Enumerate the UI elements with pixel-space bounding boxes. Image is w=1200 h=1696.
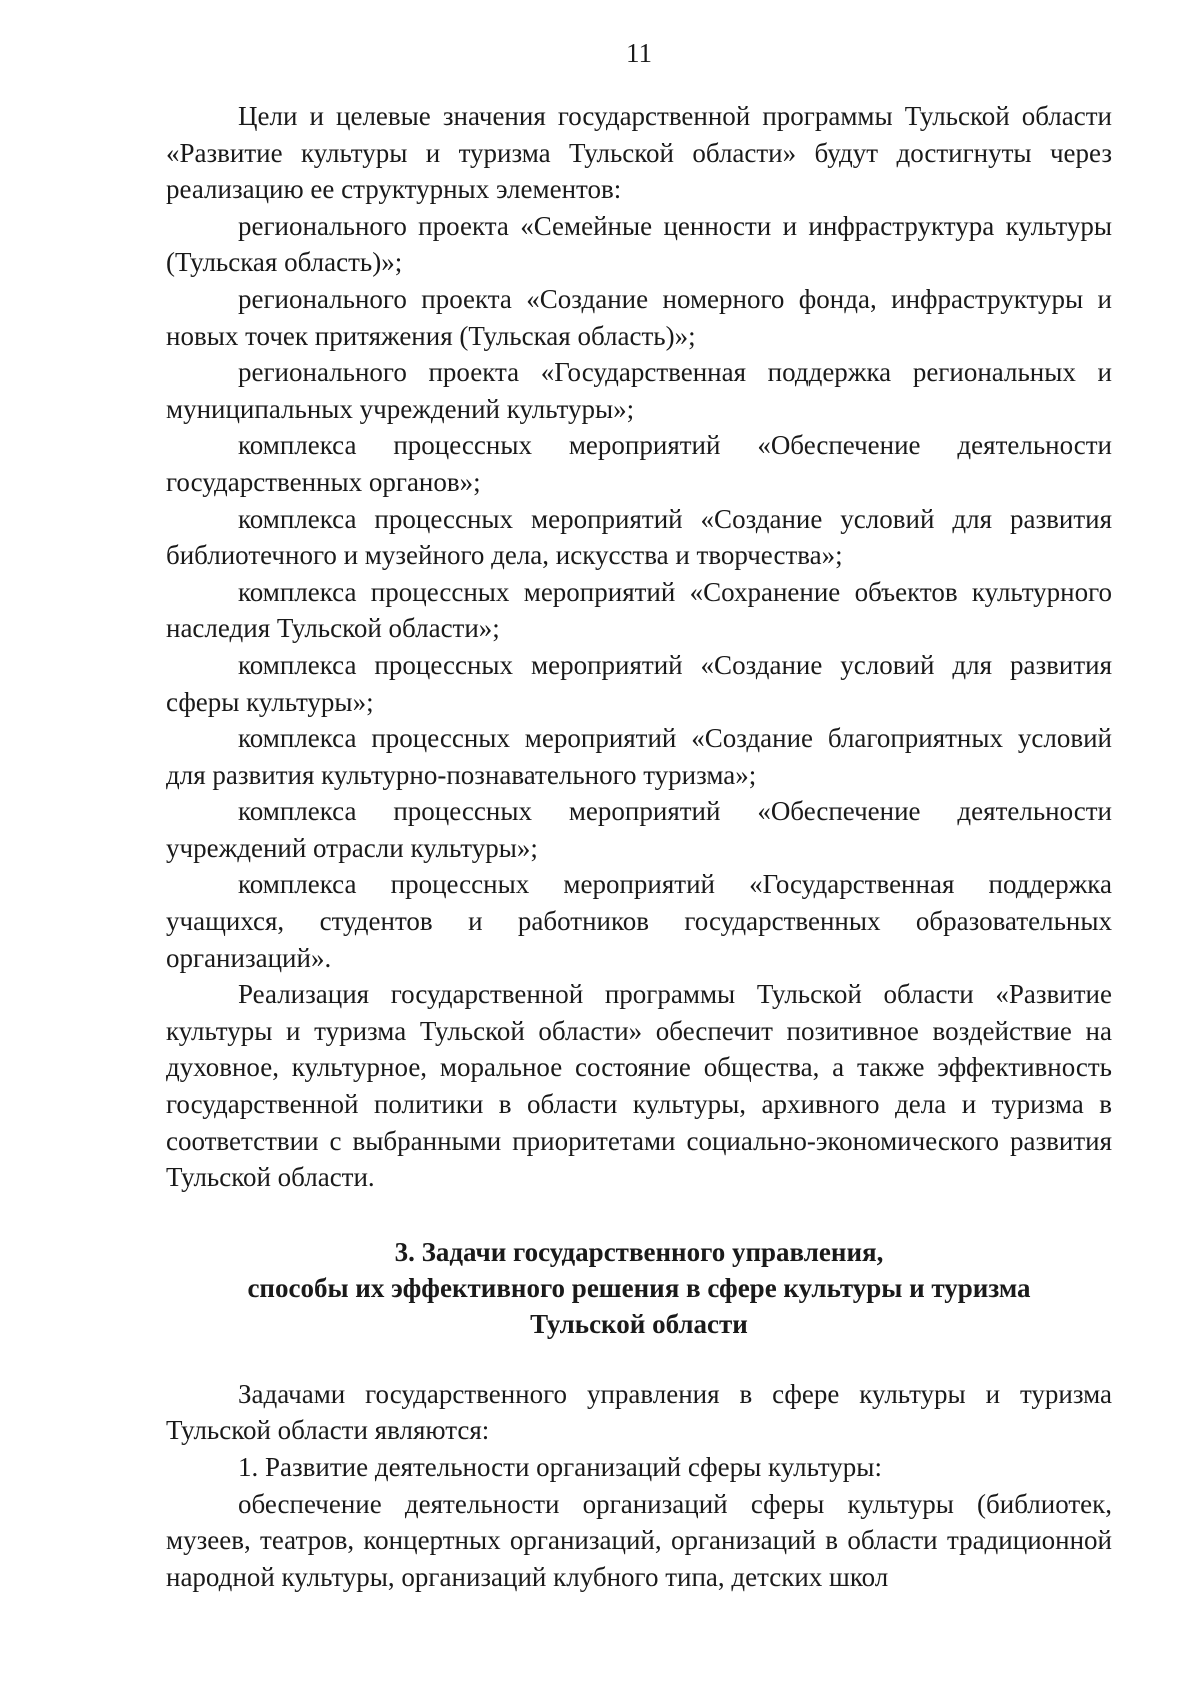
paragraph-task-1: 1. Развитие деятельности организаций сферы культуры:	[238, 1452, 882, 1482]
paragraph-tasks-intro: Задачами государственного управления в сфере культуры и туризма Тульской области являются:	[166, 1378, 1112, 1446]
section-heading-line-1: 3. Задачи государственного управления,	[394, 1236, 884, 1267]
list-item-process-students-support: комплекса процессных мероприятий «Государственная поддержка учащихся, студентов и работников государственных образовательных организаций».	[166, 869, 1112, 973]
document-page	[166, 36, 1112, 1595]
list-item-regional-project-family-values: регионального проекта «Семейные ценности и инфраструктура культуры (Тульская область)»;	[166, 210, 1112, 278]
section-heading-line-2: способы их эффективного решения в сфере культуры и туризма	[247, 1272, 1031, 1303]
list-item-process-cultural-heritage: комплекса процессных мероприятий «Сохранение объектов культурного наследия Тульской области»;	[166, 576, 1112, 644]
list-item-process-tourism: комплекса процессных мероприятий «Создание благоприятных условий для развития культурно-познавательного туризма»;	[166, 723, 1112, 790]
paragraph-goals-intro: Цели и целевые значения государственной программы Тульской области «Развитие культуры и туризма Тульской области» будут достигнуты через реализацию ее структурных элементов:	[166, 101, 1112, 205]
section-heading	[166, 1234, 1112, 1342]
list-item-process-state-bodies: комплекса процессных мероприятий «Обеспечение деятельности государственных органов»;	[166, 430, 1112, 497]
paragraph-program-impact: Реализация государственной программы Тульской области «Развитие культуры и туризма Тульской области» обеспечит позитивное воздействие на духовное, культурное, моральное состояние общества, а также эффективность государственной политики в области культуры, архивного дела и туризма в соответствии с выбранными приоритетами социально-экономического развития Тульской области.	[166, 979, 1112, 1193]
list-item-regional-project-state-support: регионального проекта «Государственная поддержка региональных и муниципальных учреждений культуры»;	[166, 357, 1112, 424]
section-heading-line-3: Тульской области	[530, 1308, 748, 1339]
page-number: 11	[626, 38, 652, 68]
list-item-regional-project-room-fund: регионального проекта «Создание номерного фонда, инфраструктуры и новых точек притяжения (Тульская область)»;	[166, 283, 1112, 351]
list-item-process-culture-sphere: комплекса процессных мероприятий «Создание условий для развития сферы культуры»;	[166, 649, 1112, 717]
list-item-process-culture-institutions: комплекса процессных мероприятий «Обеспечение деятельности учреждений отрасли культуры»;	[166, 796, 1112, 863]
paragraph-task-1-detail: обеспечение деятельности организаций сферы культуры (библиотек, музеев, театров, концертных организаций, организаций в области традиционной народной культуры, организаций клубного типа, детских школ	[166, 1488, 1112, 1592]
list-item-process-library-museum: комплекса процессных мероприятий «Создание условий для развития библиотечного и музейного дела, искусства и творчества»;	[166, 503, 1112, 571]
